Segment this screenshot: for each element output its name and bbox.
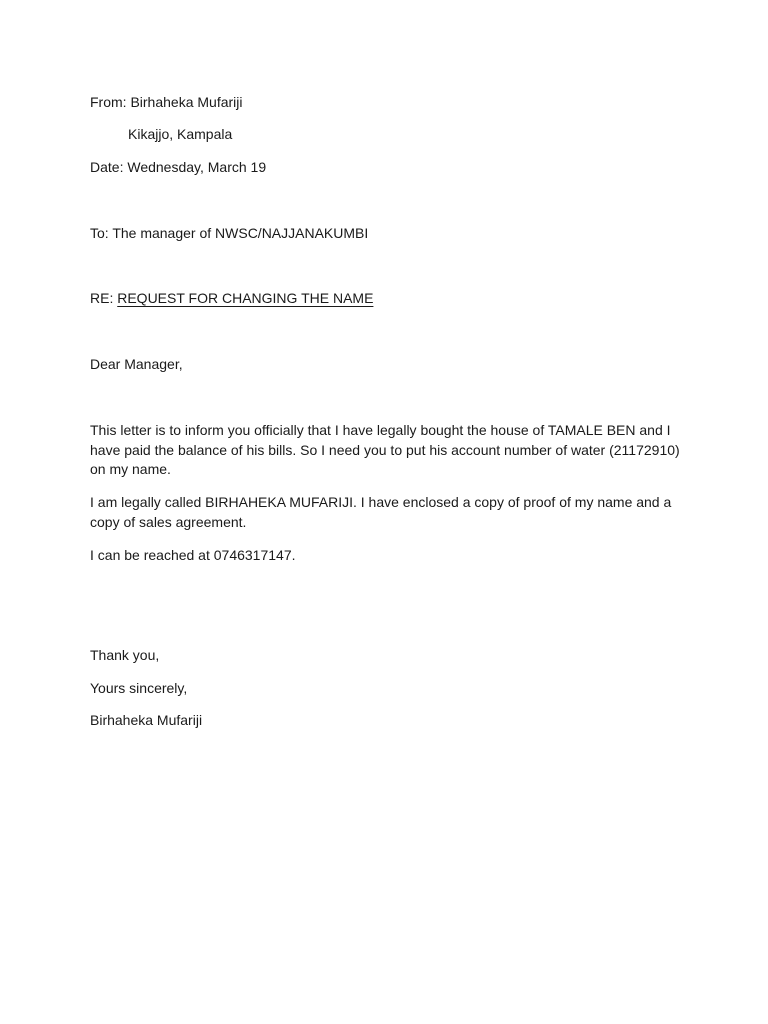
body-paragraph-1-line: have paid the balance of his bills. So I need you to put his account number of water (21172910) [90,441,680,458]
re-subject: REQUEST FOR CHANGING THE NAME [117,290,374,306]
to-line: To: The manager of NWSC/NAJJANAKUMBI [90,225,369,241]
date-line: Date: Wednesday, March 19 [90,159,267,175]
closing-thanks: Thank you, [90,647,160,663]
closing-sincerely: Yours sincerely, [90,680,188,696]
body-paragraph-2 [90,493,690,532]
address-line: Kikajjo, Kampala [128,126,233,142]
body-paragraph-1 [90,421,690,480]
body-paragraph-2-line: I am legally called BIRHAHEKA MUFARIJI. I have enclosed a copy of proof of my name and a [90,494,672,510]
body-paragraph-1-line: This letter is to inform you officially that I have legally bought the house of TAMALE BEN and I [90,422,671,438]
signature-name: Birhaheka Mufariji [90,712,203,728]
re-line [90,288,373,308]
body-paragraph-1-line: on my name. [90,461,171,477]
from-line: From: Birhaheka Mufariji [90,94,243,110]
body-paragraph-2-line: copy of sales agreement. [90,513,247,530]
re-prefix: RE: [90,290,118,306]
salutation: Dear Manager, [90,356,183,372]
body-paragraph-3: I can be reached at 0746317147. [90,547,296,563]
